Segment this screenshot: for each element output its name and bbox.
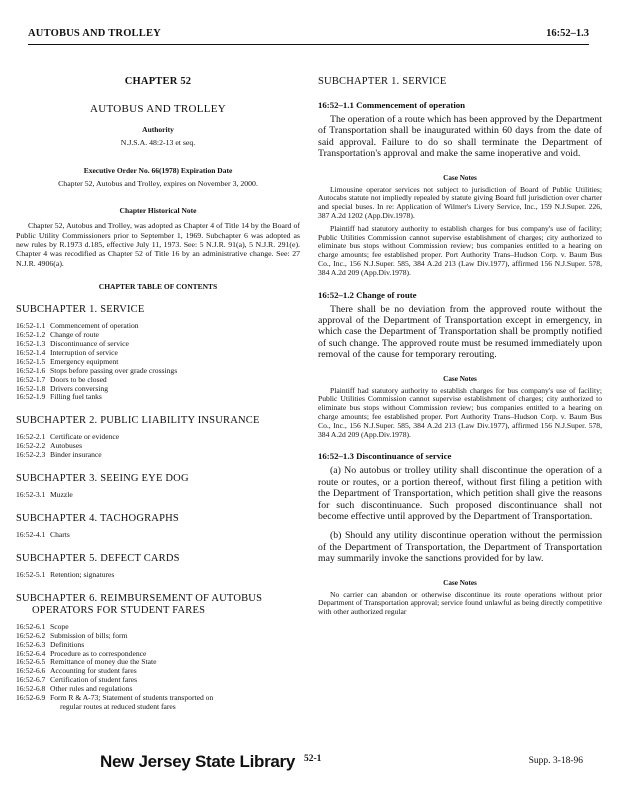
toc-list-2: [16, 433, 300, 460]
toc-subchapter-2: SUBCHAPTER 2. PUBLIC LIABILITY INSURANCE: [16, 415, 260, 427]
page-number: 52-1: [304, 754, 322, 764]
toc-item-number: 16:52-1.5: [16, 356, 46, 366]
toc-item-title: Retention; signatures: [50, 569, 115, 579]
toc-subchapter-4: SUBCHAPTER 4. TACHOGRAPHS: [16, 513, 179, 524]
toc-item-number: 16:52-6.9: [16, 693, 46, 703]
toc-item-number: 16:52-1.7: [16, 374, 46, 384]
toc-item-number: 16:52-2.3: [16, 450, 46, 460]
toc-item: [16, 451, 300, 460]
toc-list-5: [16, 571, 300, 580]
toc-item: [16, 531, 300, 540]
section-heading-1-2: 16:52–1.2 Change of route: [318, 289, 417, 300]
chapter-number: CHAPTER 52: [124, 76, 192, 87]
chapter-name: AUTOBUS AND TROLLEY: [89, 103, 227, 115]
toc-item-title: Accounting for student fares: [50, 666, 137, 676]
toc-subchapter-1: SUBCHAPTER 1. SERVICE: [16, 304, 145, 316]
historical-note-text: Chapter 52, Autobus and Trolley, was adopted as Chapter 4 of Title 14 by the Board of Public Utility Commissioners prior to September 1, 1969. Subchapter 6 was adopted as new rules by R.1973 d.185, effective July 11, 1973. See: 5 N.J.R. 91(a), 5 N.J.R. 291(e). Chapter 4 was recodified as Chapter 52 of Title 16 by an administrative change. See: 27 N.J.R. 4906(a).: [16, 221, 300, 268]
toc-subchapter-6-line2: OPERATORS FOR STUDENT FARES: [32, 604, 206, 616]
toc-item-title-line2: regular routes at reduced student fares: [60, 701, 176, 711]
right-column: [318, 60, 602, 621]
toc-item: [16, 393, 300, 402]
subchapter-heading: SUBCHAPTER 1. SERVICE: [318, 76, 447, 87]
executive-order-text: Chapter 52, Autobus and Trolley, expires on November 3, 2000.: [58, 178, 258, 188]
running-head: [28, 28, 589, 45]
executive-order-label: Executive Order No. 66(1978) Expiration Date: [83, 165, 233, 175]
toc-item-title: Commencement of operation: [50, 321, 139, 331]
toc-item-number: 16:52-1.6: [16, 365, 46, 375]
toc-subchapter-6: [16, 593, 300, 617]
toc-subchapter-6-line1: SUBCHAPTER 6. REIMBURSEMENT OF AUTOBUS: [16, 592, 263, 604]
toc-item-number: 16:52-5.1: [16, 569, 46, 579]
toc-subchapter-3: SUBCHAPTER 3. SEEING EYE DOG: [16, 473, 189, 485]
toc-label: CHAPTER TABLE OF CONTENTS: [98, 282, 218, 292]
toc-item-title: Doors to be closed: [50, 374, 107, 384]
toc-item-number: 16:52-6.3: [16, 639, 46, 649]
section-text-1-3-b: (b) Should any utility discontinue operation without the permission of the Department of Transportation, the Department of Transportation may summarily invoke the sanctions provided for by law.: [318, 530, 602, 565]
toc-item: [16, 571, 300, 580]
authority-label: Authority: [142, 125, 174, 134]
case-notes-label: Case Notes: [443, 173, 477, 182]
section-heading-1-1: 16:52–1.1 Commencement of operation: [318, 100, 466, 110]
toc-item-number: 16:52-3.1: [16, 490, 46, 500]
historical-note-label: Chapter Historical Note: [119, 206, 197, 216]
toc-item-title: Charts: [50, 530, 70, 539]
case-note: No carrier can abandon or otherwise discontinue its route operations without prior Department of Transportation approval; service found unlawful as being directly competitive with other authorized regular: [318, 589, 602, 617]
case-note: Limousine operator services not subject to jurisdiction of Board of Public Utilities; Autocabs statute not impliedly repealed by statute giving Board full jurisdiction over charter and special buses. In re: Application of Wilmer's Livery Service, Inc., 159 N.J.Super. 226, 387 A.2d 1202 (App.Div.1978).: [318, 184, 602, 221]
case-notes-label: Case Notes: [443, 374, 477, 383]
toc-item: [16, 491, 300, 500]
toc-item-number: 16:52-1.9: [16, 392, 46, 402]
toc-item-number: 16:52-6.5: [16, 657, 46, 667]
toc-item-title: Interruption of service: [50, 347, 118, 357]
toc-item-title-line1: Form R & A-73; Statement of students transported on: [50, 693, 214, 703]
section-text-1-2: There shall be no deviation from the approved route without the approval of the Department of Transportation except in emergency, in which case the Department of Transportation shall be promptly notified of such change. The approved route must be resumed immediately upon removal of the cause for temporary rerouting.: [318, 303, 602, 361]
toc-item-title: Discontinuance of service: [50, 339, 129, 349]
toc-item-title: Change of route: [50, 330, 99, 340]
toc-item-title: Procedure as to correspondence: [50, 648, 147, 658]
toc-item-number: 16:52-6.1: [16, 621, 46, 631]
toc-item-number: 16:52-1.2: [16, 330, 46, 340]
toc-item-title: Remittance of money due the State: [50, 657, 157, 667]
case-note: Plaintiff had statutory authority to establish charges for bus company's use of facility; Public Utilities Commission cannot supervise establishment of charges; city authorized to eliminate bus stops without Commission review; bus companies entitled to a hearing on charge amounts; fee established proper. Port Authority Trans–Hudson Corp. v. Baum Bus Co., Inc., 156 N.J.Super. 585, 384 A.2d 213 (Law Div.1977), affirmed 156 N.J.Super. 578, 384 A.2d 209 (App.Div.1978).: [318, 385, 602, 439]
toc-item-title: Drivers conversing: [50, 383, 108, 393]
authority-text: N.J.S.A. 48:2-13 et seq.: [120, 138, 196, 147]
toc-subchapter-5: SUBCHAPTER 5. DEFECT CARDS: [16, 552, 180, 564]
toc-item-title: Autobuses: [50, 441, 83, 451]
toc-item-number: 16:52-4.1: [16, 530, 46, 539]
toc-item-number: 16:52-6.6: [16, 666, 46, 676]
library-name: New Jersey State Library: [100, 752, 296, 771]
toc-item-title: Other rules and regulations: [50, 684, 133, 694]
toc-item-number: 16:52-1.4: [16, 347, 46, 357]
toc-item-title: Filling fuel tanks: [50, 392, 102, 402]
toc-item-number: 16:52-6.8: [16, 684, 46, 694]
toc-item-title: Certification of student fares: [50, 675, 138, 685]
toc-item-number: 16:52-2.1: [16, 432, 46, 442]
toc-item-title: Scope: [50, 621, 69, 631]
toc-item-title: Stops before passing over grade crossings: [50, 365, 178, 375]
left-column: [16, 60, 300, 712]
toc-item-number: 16:52-1.3: [16, 339, 46, 349]
toc-item-title: Definitions: [50, 639, 85, 649]
toc-item-title: Binder insurance: [50, 450, 102, 460]
toc-item-number: 16:52-1.8: [16, 383, 46, 393]
running-head-section: 16:52–1.3: [546, 28, 589, 39]
toc-item-number: 16:52-1.1: [16, 321, 46, 331]
section-text-1-1: The operation of a route which has been approved by the Department of Transportation shall be inaugurated within 60 days from the date of said approval. Failure to do so shall terminate the Department of Transportation's approval and make the same inoperative and void.: [318, 114, 602, 160]
toc-list-4: [16, 531, 300, 540]
section-heading-1-3: 16:52–1.3 Discontinuance of service: [318, 451, 452, 462]
toc-item-number: 16:52-2.2: [16, 441, 46, 451]
running-head-title: AUTOBUS AND TROLLEY: [28, 28, 161, 39]
toc-item-title: [50, 694, 300, 712]
page-footer: [28, 752, 589, 782]
toc-list-6: [16, 623, 300, 712]
toc-item-title: Submission of bills; form: [50, 630, 128, 640]
toc-item-title: Muzzle: [50, 490, 73, 500]
toc-item-title: Emergency equipment: [50, 356, 119, 366]
toc-list-1: [16, 322, 300, 402]
toc-item-number: 16:52-6.2: [16, 630, 46, 640]
toc-item-number: 16:52-6.7: [16, 675, 46, 685]
case-note: Plaintiff had statutory authority to establish charges for bus company's use of facility; Public Utilities Commission cannot supervise establishment of charges; city authorized to eliminate bus stops without Commission review; bus companies entitled to a hearing on charge amounts; fee established proper. Port Authority Trans–Hudson Corp. v. Baum Bus Co., Inc., 156 N.J.Super. 585, 384 A.2d 213 (Law Div.1977), affirmed 156 N.J.Super. 578, 384 A.2d 209 (App.Div.1978).: [318, 223, 602, 277]
toc-list-3: [16, 491, 300, 500]
toc-item-title: Certificate or evidence: [50, 432, 120, 442]
toc-item-number: 16:52-6.4: [16, 648, 46, 658]
case-notes-label: Case Notes: [443, 578, 477, 587]
supplement-date: Supp. 3-18-96: [528, 756, 583, 766]
section-text-1-3-a: (a) No autobus or trolley utility shall discontinue the operation of a route or routes, or a portion thereof, without first filing a petition with the Department of Transportation, which petition shall give the reasons for such discontinuance. Such proposed discontinuance shall not become effective until approved by the Department of Transportation.: [318, 465, 602, 523]
toc-item: [16, 694, 300, 712]
